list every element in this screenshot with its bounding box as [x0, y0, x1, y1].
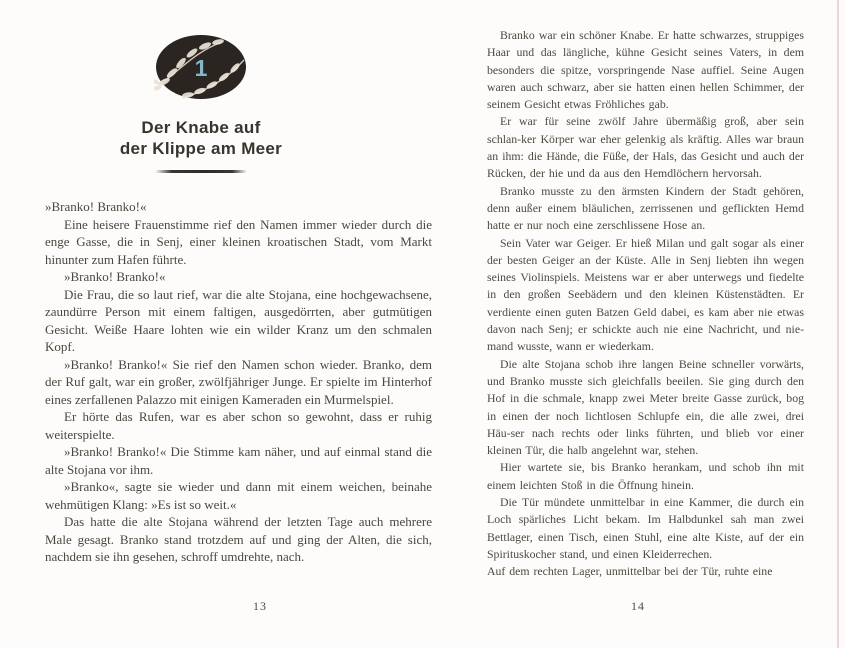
paragraph: Auf dem rechten Lager, unmittelbar bei der Tür, ruhte eine — [487, 564, 773, 579]
paragraph: »Branko! Branko!« Sie rief den Namen schon wieder. Branko, dem der Ruf galt, war ein großer, zwölfjähriger Junge. Er spielte im Hinterhof eines zerfallenen Palazzo mit einigen Kameraden ein Murmelspiel. — [45, 356, 432, 407]
paragraph: Die Tür mündete unmittelbar in eine Kammer, die durch ein Loch spärliches Licht bekam. Im Halbdunkel sah man zwei Bettlager, einen Tisch, einen Stuhl, eine alte Kiste, auf der ein Spirituskocher stand, und einen Kleiderrechen. — [487, 495, 804, 561]
paragraph: Hier wartete sie, bis Branko herankam, und schob ihn mit einem leichten Stoß in die Öffnung hinein. — [487, 460, 804, 492]
paragraph: Das hatte die alte Stojana während der letzten Tage auch mehrere Male gesagt. Branko stand trotzdem auf und ging der Alten, die sich, nachdem sie ihn gesehen, schroff umdrehte, nach. — [45, 514, 432, 564]
page-edge-line — [837, 0, 839, 648]
chapter-header — [45, 32, 357, 173]
chapter-number: 1 — [194, 55, 208, 81]
title-rule-divider — [155, 170, 247, 173]
paragraph: »Branko! Branko!« — [45, 199, 147, 214]
page-number-right: 14 — [631, 599, 645, 613]
page-number-left: 13 — [253, 599, 267, 613]
chapter-title-line1: Der Knabe auf — [141, 118, 261, 137]
paragraph: Er hörte das Rufen, war es aber schon so gewohnt, dass er ruhig weiterspielte. — [45, 409, 432, 442]
paragraph: Er war für seine zwölf Jahre übermäßig groß, aber sein schlan-ker Körper war eher gelenkig als kräftig. Alles war braun an ihm: die Hände, die Füße, der Hals, das Gesicht und auch der Rücken, der hie und da aus den Hemdlöchern hervorsah. — [487, 114, 804, 181]
chapter-title-line2: der Klippe am Meer — [119, 139, 283, 158]
paragraph: »Branko! Branko!« Die Stimme kam näher, und auf einmal stand die alte Stojana vor ihm. — [45, 444, 432, 477]
paragraph: Die alte Stojana schob ihre langen Beine schneller vorwärts, und Branko musste sich gleichfalls beeilen. Sie ging durch den Hof in die schmale, knapp zwei Meter breite Gasse zurück, bog in einen der noch lichtlosen Schlupfe ein, die alle zwei, drei Häu-ser nach rechts oder links führten, und blieb vor einer kleinen Tür, die halb angelehnt war, stehen. — [487, 356, 804, 458]
paragraph: »Branko! Branko!« — [64, 269, 166, 284]
paragraph: Branko musste zu den ärmsten Kindern der Stadt gehören, denn außer einem bläulichen, zerrissenen und geflickten Hemd hatte er nur noch eine zerschlissene Hose an. — [487, 183, 804, 233]
paragraph: Eine heisere Frauenstimme rief den Namen immer wieder durch die enge Gasse, die in Senj, einer kleinen kroatischen Stadt, vom Markt hinunter zum Hafen führte. — [45, 216, 432, 267]
paragraph: Sein Vater war Geiger. Er hieß Milan und galt sogar als einer der besten Geiger an der Küste. Alle in Senj liebten ihn wegen seines Violinspiels. Meistens war er aber unterwegs und fiedelte in den großen Seebädern und den kleinen Küstenstädten. Er verdiente einen guten Batzen Geld dabei, es kam aber nie etwas davon nach Senj; er schickte auch nie eine Nachricht, und nie-mand wusste, wann er wiederkam. — [487, 235, 804, 354]
left-page-body — [45, 198, 432, 566]
right-page-body — [487, 27, 804, 581]
chapter-ornament-icon — [154, 32, 248, 102]
paragraph: Branko war ein schöner Knabe. Er hatte schwarzes, struppiges Haar und das längliche, kühne Gesicht seines Vaters, in dem besonders die spitze, vorspringende Nase auffiel. Seine Augen waren auch schwarz, aber sie hatten einen hellen Schimmer, der seinem Gesicht etwas Fröhliches gab. — [487, 28, 804, 112]
paragraph: Die Frau, die so laut rief, war die alte Stojana, eine hochgewachsene, zaundürre Person mit einem faltigen, ausgedörrten, aber gutmütigen Gesicht. Weiße Haare lohten wie ein wilder Kranz um den schmalen Kopf. — [45, 286, 432, 354]
chapter-title — [45, 117, 357, 159]
paragraph: »Branko«, sagte sie wieder und dann mit einem weichen, beinahe wehmütigen Klang: »Es ist so weit.« — [45, 479, 432, 512]
